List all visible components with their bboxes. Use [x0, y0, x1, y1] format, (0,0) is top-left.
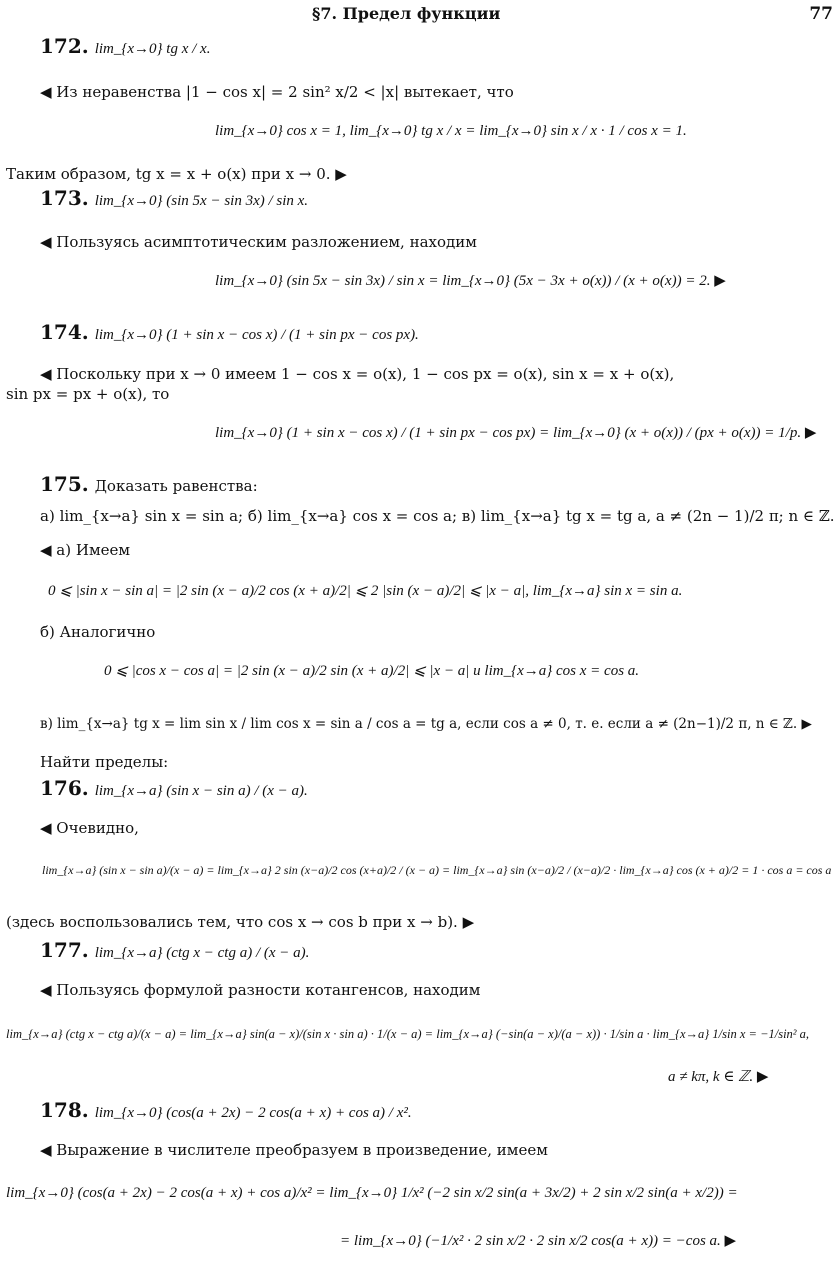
formula: lim_{x→0} (cos(a + 2x) − 2 cos(a + x) + cos a) / x².	[94, 1105, 412, 1121]
text-line	[40, 818, 139, 838]
problem-number: 175.	[40, 472, 89, 496]
text: Найти пределы:	[40, 753, 169, 771]
text-line	[40, 188, 308, 211]
text-line	[40, 1100, 412, 1123]
text-line	[668, 1066, 768, 1087]
text: в) lim_{x→a} tg x = lim sin x / lim cos x = sin a / cos a = tg a, если cos a ≠ 0, т. е. если a ≠ (2n−1)/2 π, n ∈ ℤ. ▶	[40, 716, 812, 732]
section-title: §7. Предел функции	[312, 4, 501, 23]
problem-number: 178.	[40, 1098, 89, 1122]
formula: 0 ⩽ |cos x − cos a| = |2 sin (x − a)/2 sin (x + a)/2| ⩽ |x − a| и lim_{x→a} cos x = cos a.	[104, 663, 640, 679]
text-line	[40, 752, 168, 772]
text-line	[340, 1230, 736, 1251]
formula: lim_{x→0} cos x = 1, lim_{x→0} tg x / x = lim_{x→0} sin x / x · 1 / cos x = 1.	[215, 123, 687, 139]
text: sin px = px + o(x), то	[6, 385, 170, 403]
formula: lim_{x→a} (ctg x − ctg a)/(x − a) = lim_{x→a} sin(a − x)/(sin x · sin a) · 1/(x − a) = lim_{x→a} (−sin(a − x)/(a − x)) · 1/sin a · lim_{x→a} 1/sin x = −1/sin² a,	[6, 1027, 810, 1041]
text-line	[40, 364, 674, 384]
text-line	[6, 384, 169, 404]
text-line	[215, 270, 726, 291]
formula: lim_{x→a} (ctg x − ctg a) / (x − a).	[94, 945, 310, 961]
text: Доказать равенства:	[94, 477, 258, 495]
problem-number: 173.	[40, 186, 89, 210]
text-line	[40, 82, 514, 102]
text-line	[40, 232, 477, 252]
text-line	[40, 1140, 548, 1160]
text-line	[48, 580, 682, 601]
text-line	[40, 980, 480, 1000]
text-line	[6, 912, 474, 932]
text: б) Аналогично	[40, 623, 156, 641]
text: ◀ Очевидно,	[40, 819, 139, 837]
text-line	[40, 322, 419, 345]
text-line	[40, 622, 155, 642]
text: ◀ Поскольку при x → 0 имеем 1 − cos x = o(x), 1 − cos px = o(x), sin x = x + o(x),	[40, 365, 675, 383]
text-line	[42, 860, 831, 880]
formula: lim_{x→0} tg x / x.	[94, 41, 211, 57]
formula: lim_{x→0} (cos(a + 2x) − 2 cos(a + x) + cos a)/x² = lim_{x→0} 1/x² (−2 sin x/2 sin(a + 3x/2) + 2 sin x/2 sin(a + x/2)) =	[6, 1185, 738, 1201]
text: (здесь воспользовались тем, что cos x → cos b при x → b). ▶	[6, 913, 475, 931]
text: а) lim_{x→a} sin x = sin a; б) lim_{x→a} cos x = cos a; в) lim_{x→a} tg x = tg a, a ≠ (2n − 1)/2 π; n ∈ ℤ.	[40, 507, 835, 525]
page-number: 77	[809, 4, 833, 24]
text-line	[40, 474, 258, 496]
text-line	[215, 120, 687, 141]
formula: lim_{x→a} (sin x − sin a)/(x − a) = lim_{x→a} 2 sin (x−a)/2 cos (x+a)/2 / (x − a) = lim_{x→a} sin (x−a)/2 / (x−a)/2 · lim_{x→a} cos (x + a)/2 = 1 · cos a = cos a	[42, 863, 832, 877]
text-line	[40, 506, 835, 526]
problem-number: 174.	[40, 320, 89, 344]
problem-number: 176.	[40, 776, 89, 800]
formula: lim_{x→0} (sin 5x − sin 3x) / sin x = lim_{x→0} (5x − 3x + o(x)) / (x + o(x)) = 2. ▶	[215, 273, 726, 289]
formula: = lim_{x→0} (−1/x² · 2 sin x/2 · 2 sin x/2 cos(a + x)) = −cos a. ▶	[340, 1233, 737, 1249]
text-line	[40, 36, 210, 59]
problem-number: 177.	[40, 938, 89, 962]
text-line	[215, 422, 816, 443]
text: ◀ Из неравенства |1 − cos x| = 2 sin² x/2 < |x| вытекает, что	[40, 83, 514, 101]
text-line	[40, 940, 309, 963]
text: ◀ Выражение в числителе преобразуем в произведение, имеем	[40, 1141, 548, 1159]
text-line	[104, 660, 639, 681]
text-line	[6, 164, 347, 184]
text-line	[40, 778, 308, 801]
formula: lim_{x→0} (1 + sin x − cos x) / (1 + sin px − cos px) = lim_{x→0} (x + o(x)) / (px + o(x)) = 1/p. ▶	[215, 425, 817, 441]
text: Таким образом, tg x = x + o(x) при x → 0. ▶	[6, 165, 347, 183]
formula: a ≠ kπ, k ∈ ℤ. ▶	[668, 1069, 769, 1085]
text-line	[40, 714, 812, 734]
text-line	[6, 1024, 809, 1044]
text: ◀ а) Имеем	[40, 541, 131, 559]
running-header	[0, 4, 839, 26]
formula: lim_{x→0} (sin 5x − sin 3x) / sin x.	[94, 193, 309, 209]
formula: 0 ⩽ |sin x − sin a| = |2 sin (x − a)/2 cos (x + a)/2| ⩽ 2 |sin (x − a)/2| ⩽ |x − a|, lim_{x→a} sin x = sin a.	[48, 583, 683, 599]
text-line	[40, 540, 130, 560]
problem-number: 172.	[40, 34, 89, 58]
formula: lim_{x→a} (sin x − sin a) / (x − a).	[94, 783, 308, 799]
text: ◀ Пользуясь формулой разности котангенсов, находим	[40, 981, 481, 999]
text-line	[6, 1182, 738, 1203]
text: ◀ Пользуясь асимптотическим разложением, находим	[40, 233, 477, 251]
formula: lim_{x→0} (1 + sin x − cos x) / (1 + sin px − cos px).	[94, 327, 419, 343]
